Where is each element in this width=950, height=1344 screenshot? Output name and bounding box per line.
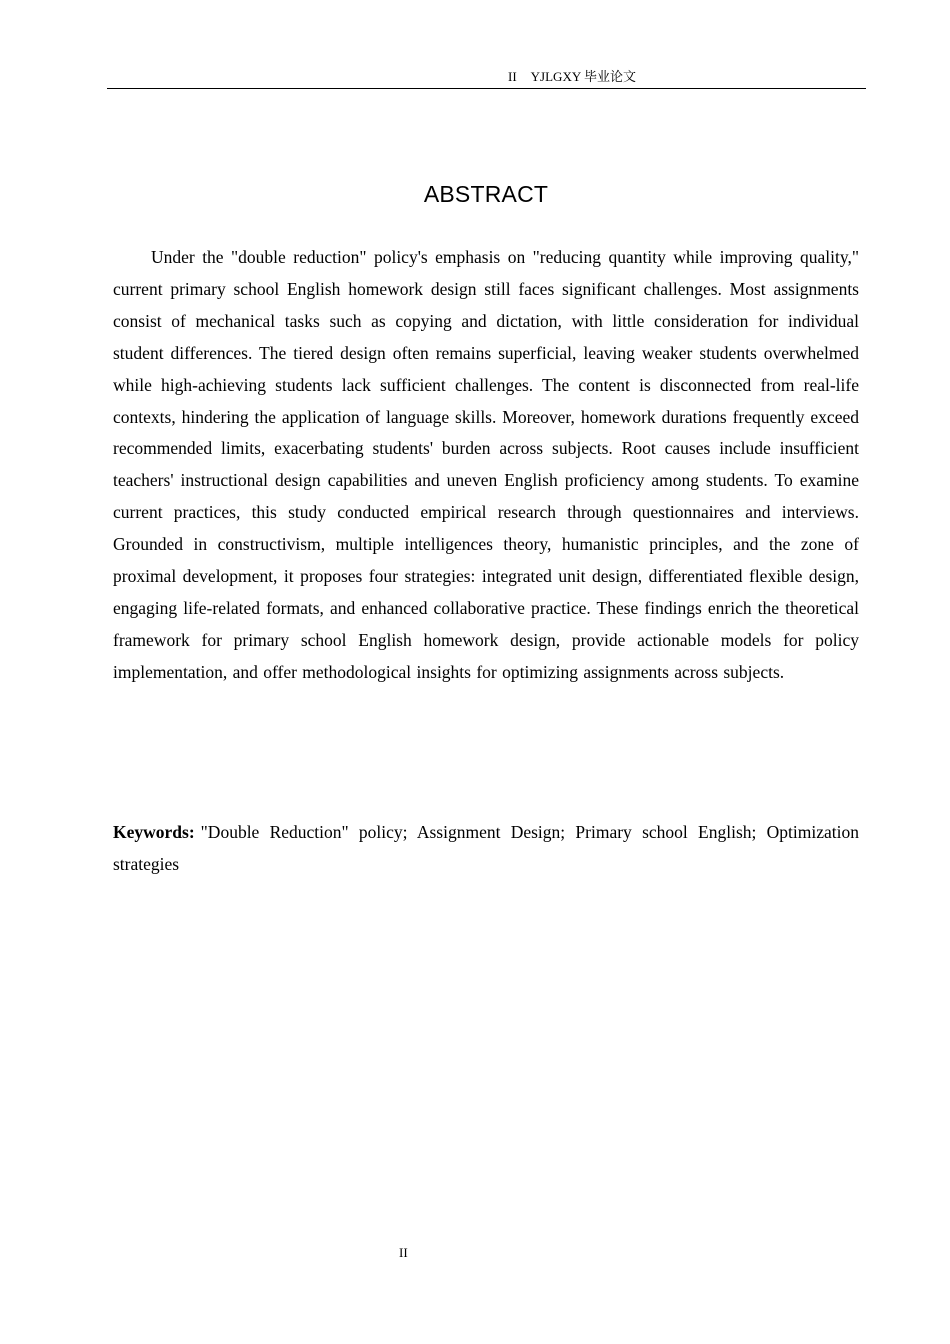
- keywords-label: Keywords:: [113, 822, 195, 842]
- header-running-title: YJLGXY 毕业论文: [530, 69, 636, 84]
- abstract-body: Under the "double reduction" policy's emphasis on "reducing quantity while improving quality," current primary school English homework design still faces significant challenges. Most assignments consist of mechanical tasks such as copying and dictation, with little consideration for individual student differences. The tiered design often remains superficial, leaving weaker students overwhelmed while high-achieving students lack sufficient challenges. The content is disconnected from real-life contexts, hindering the application of language skills. Moreover, homework durations frequently exceed recommended limits, exacerbating students' burden across subjects. Root causes include insufficient teachers' instructional design capabilities and uneven English proficiency among students. To examine current practices, this study conducted empirical research through questionnaires and interviews. Grounded in constructivism, multiple intelligences theory, humanistic principles, and the zone of proximal development, it proposes four strategies: integrated unit design, differentiated flexible design, engaging life-related formats, and enhanced collaborative practice. These findings enrich the theoretical framework for primary school English homework design, provide actionable models for policy implementation, and offer methodological insights for optimizing assignments across subjects.: [113, 247, 859, 682]
- page-header: [107, 68, 866, 89]
- header-text: [508, 69, 636, 85]
- footer-page-number: II: [399, 1245, 408, 1260]
- abstract-title: ABSTRACT: [423, 181, 549, 207]
- keywords-paragraph: [113, 816, 859, 880]
- keywords-text: "Double Reduction" policy; Assignment Design; Primary school English; Optimization strategies: [113, 822, 859, 874]
- header-page-number: II: [508, 69, 517, 84]
